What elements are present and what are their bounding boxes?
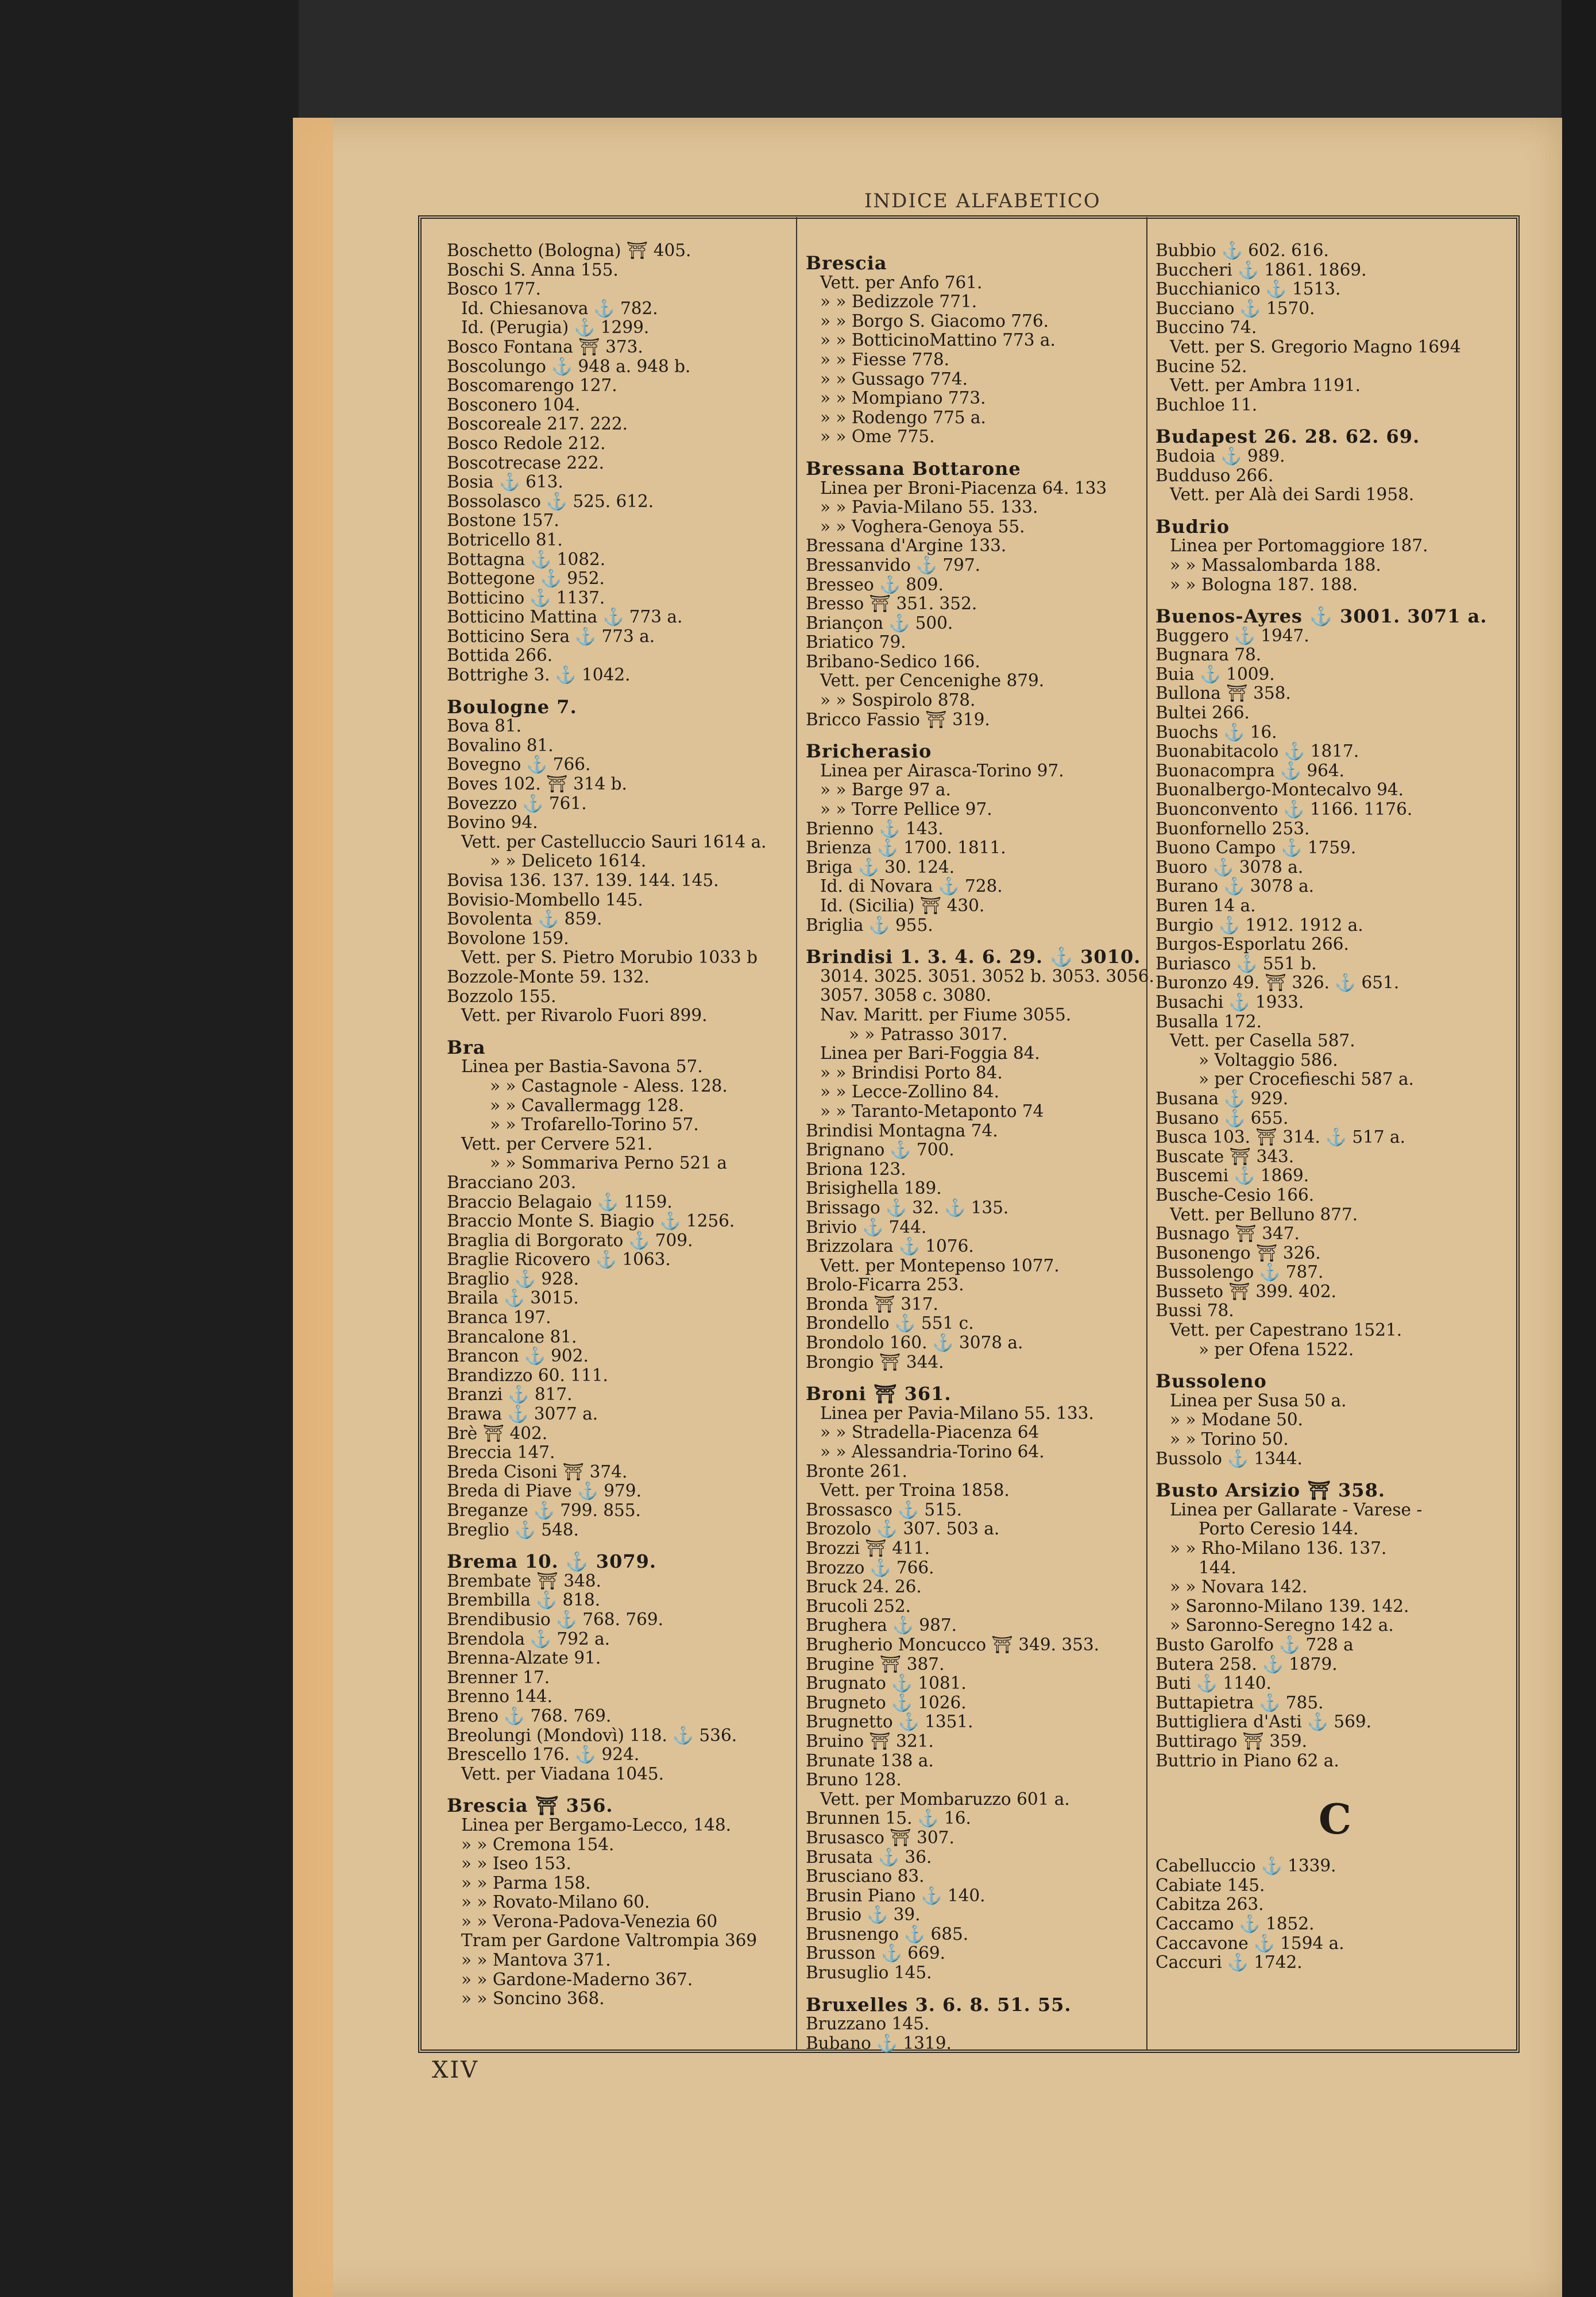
index-heading: Buenos-Ayres ⚓ 3001. 3071 a.: [1156, 605, 1487, 628]
column-divider-1: [796, 217, 797, 2050]
index-entry: Bussolo ⚓ 1344.: [1156, 1448, 1303, 1468]
index-entry: Busonengo ⛩ 326.: [1156, 1243, 1321, 1263]
index-entry: Breglio ⚓ 548.: [447, 1519, 579, 1540]
index-column-3: [1156, 241, 1514, 1973]
index-entry: Linea per Susa 50 a.: [1170, 1390, 1347, 1410]
index-entry: Id. (Sicilia) ⛩ 430.: [820, 896, 985, 915]
index-entry: Buscate ⛩ 343.: [1156, 1146, 1294, 1166]
index-entry: Brendibusio ⚓ 768. 769.: [447, 1609, 664, 1629]
index-entry: Brozzo ⚓ 766.: [806, 1557, 934, 1577]
index-entry: Brucoli 252.: [806, 1596, 911, 1616]
index-entry: Brugnato ⚓ 1081.: [806, 1673, 967, 1693]
index-entry: Bruno 128.: [806, 1770, 902, 1790]
index-entry: » » Lecce-Zollino 84.: [820, 1082, 999, 1102]
index-entry: Briglia ⚓ 955.: [806, 915, 933, 935]
index-entry: Porto Ceresio 144.: [1199, 1519, 1359, 1539]
index-entry: Braglia di Borgorato ⚓ 709.: [447, 1230, 693, 1250]
index-entry: » » Iseo 153.: [461, 1854, 571, 1874]
index-entry: » » Verona-Padova-Venezia 60: [461, 1911, 718, 1931]
index-entry: Breno ⚓ 768. 769.: [447, 1706, 612, 1726]
index-entry: Bottrighe 3. ⚓ 1042.: [447, 665, 631, 685]
index-entry: » » Rho-Milano 136. 137.: [1170, 1538, 1387, 1558]
index-entry: » » Soncino 368.: [461, 1989, 605, 2009]
index-entry: Caccamo ⚓ 1852.: [1156, 1913, 1315, 1933]
index-entry: Buonalbergo-Montecalvo 94.: [1156, 780, 1404, 800]
index-entry: Busche-Cesio 166.: [1156, 1185, 1315, 1205]
index-entry: Bressana d'Argine 133.: [806, 536, 1007, 556]
index-entry: Vett. per Ambra 1191.: [1170, 376, 1361, 396]
index-entry: Brenno 144.: [447, 1687, 553, 1707]
index-entry: Vett. per Anfo 761.: [820, 272, 983, 292]
index-entry: Bovegno ⚓ 766.: [447, 755, 591, 775]
index-entry: Breganze ⚓ 799. 855.: [447, 1501, 641, 1520]
index-entry: » » Bedizzole 771.: [820, 292, 977, 312]
index-entry: 3014. 3025. 3051. 3052 b. 3053. 3056.: [820, 966, 1154, 986]
index-entry: » » Mantova 371.: [461, 1950, 611, 1970]
index-entry: Bosconero 104.: [447, 395, 581, 415]
index-entry: Brunnen 15. ⚓ 16.: [806, 1808, 971, 1828]
index-entry: Bracciano 203.: [447, 1172, 577, 1192]
index-entry: » » BotticinoMattino 773 a.: [820, 330, 1056, 350]
index-entry: Busano ⚓ 655.: [1156, 1108, 1289, 1128]
index-entry: Buia ⚓ 1009.: [1156, 664, 1275, 684]
index-entry: Botticino Sera ⚓ 773 a.: [447, 626, 655, 646]
index-entry: Buti ⚓ 1140.: [1156, 1673, 1272, 1693]
index-heading: Brescia: [806, 252, 887, 274]
index-entry: Vett. per S. Gregorio Magno 1694: [1170, 337, 1461, 357]
index-entry: Buscemi ⚓ 1869.: [1156, 1166, 1309, 1186]
index-entry: Busto Garolfo ⚓ 728 a: [1156, 1634, 1354, 1654]
index-entry: Buronzo 49. ⛩ 326. ⚓ 651.: [1156, 973, 1400, 993]
index-entry: Buono Campo ⚓ 1759.: [1156, 838, 1357, 858]
index-entry: Bubano ⚓ 1319.: [806, 2033, 952, 2053]
index-entry: Brusson ⚓ 669.: [806, 1943, 945, 1963]
index-entry: Brozzi ⛩ 411.: [806, 1538, 930, 1558]
index-entry: Linea per Portomaggiore 187.: [1170, 536, 1428, 556]
index-entry: Bressanvido ⚓ 797.: [806, 555, 981, 575]
index-entry: Buonacompra ⚓ 964.: [1156, 760, 1345, 780]
index-column-2: [806, 241, 1154, 2053]
index-entry: Bovisa 136. 137. 139. 144. 145.: [447, 871, 719, 890]
index-entry: Bussolengo ⚓ 787.: [1156, 1262, 1324, 1282]
index-heading: Brescia ⛩ 356.: [447, 1795, 613, 1817]
index-entry: Buttapietra ⚓ 785.: [1156, 1692, 1324, 1712]
index-entry: Busana ⚓ 929.: [1156, 1088, 1289, 1108]
index-entry: Bruino ⛩ 321.: [806, 1731, 934, 1751]
index-entry: » » Borgo S. Giacomo 776.: [820, 311, 1049, 331]
index-entry: Bostone 157.: [447, 511, 559, 531]
index-entry: Butera 258. ⚓ 1879.: [1156, 1654, 1338, 1674]
index-entry: Brandizzo 60. 111.: [447, 1365, 608, 1385]
index-heading: Bruxelles 3. 6. 8. 51. 55.: [806, 1993, 1072, 2016]
index-entry: Brenna-Alzate 91.: [447, 1648, 601, 1668]
column-divider-2: [1146, 217, 1147, 2050]
index-entry: Burgos-Esporlatu 266.: [1156, 934, 1349, 954]
index-entry: Braccio Monte S. Biagio ⚓ 1256.: [447, 1211, 735, 1231]
index-entry: Linea per Bastia-Savona 57.: [461, 1057, 703, 1077]
index-entry: » » Torre Pellice 97.: [820, 799, 992, 819]
index-entry: » per Ofena 1522.: [1199, 1339, 1354, 1359]
index-entry: Buonconvento ⚓ 1166. 1176.: [1156, 799, 1413, 819]
index-entry: Brusnengo ⚓ 685.: [806, 1924, 969, 1944]
index-entry: 144.: [1199, 1557, 1236, 1577]
index-entry: Vett. per Viadana 1045.: [461, 1764, 664, 1784]
index-entry: Vett. per Cencenighe 879.: [820, 671, 1045, 691]
index-entry: Brongio ⛩ 344.: [806, 1352, 944, 1372]
index-entry: Brisighella 189.: [806, 1178, 942, 1198]
index-entry: Busca 103. ⛩ 314. ⚓ 517 a.: [1156, 1127, 1406, 1147]
index-entry: Id. di Novara ⚓ 728.: [820, 876, 1003, 896]
index-entry: Branzi ⚓ 817.: [447, 1385, 573, 1405]
index-entry: Vett. per Rivarolo Fuori 899.: [461, 1006, 708, 1026]
index-heading: Bra: [447, 1036, 486, 1058]
index-entry: Branca 197.: [447, 1308, 551, 1328]
index-entry: Vett. per Casella 587.: [1170, 1031, 1355, 1051]
index-entry: Brusata ⚓ 36.: [806, 1847, 932, 1867]
index-entry: Vett. per Alà dei Sardi 1958.: [1170, 485, 1415, 505]
index-entry: Brossasco ⚓ 515.: [806, 1499, 962, 1519]
index-heading: Bricherasio: [806, 740, 932, 763]
index-entry: Bosco 177.: [447, 279, 541, 299]
index-entry: Bruzzano 145.: [806, 2014, 930, 2034]
index-entry: Boscoreale 217. 222.: [447, 414, 628, 434]
index-entry: Brusin Piano ⚓ 140.: [806, 1885, 986, 1905]
index-entry: Vett. per Cervere 521.: [461, 1134, 653, 1154]
index-entry: Brancon ⚓ 902.: [447, 1346, 589, 1366]
index-entry: Boscotrecase 222.: [447, 453, 605, 473]
index-entry: Busseto ⛩ 399. 402.: [1156, 1281, 1336, 1301]
index-entry: Bronda ⛩ 317.: [806, 1294, 938, 1314]
index-entry: Burano ⚓ 3078 a.: [1156, 876, 1315, 896]
index-entry: Bozzolo 155.: [447, 986, 557, 1006]
index-entry: Buttigliera d'Asti ⚓ 569.: [1156, 1712, 1371, 1732]
index-entry: Nav. Maritt. per Fiume 3055.: [820, 1004, 1072, 1024]
index-entry: Brondello ⚓ 551 c.: [806, 1313, 974, 1333]
page-number: XIV: [432, 2057, 480, 2083]
index-heading: Broni ⛩ 361.: [806, 1383, 952, 1405]
index-entry: Bosco Fontana ⛩ 373.: [447, 337, 643, 357]
index-entry: » » Barge 97 a.: [820, 780, 951, 800]
index-entry: Buccino 74.: [1156, 318, 1257, 338]
index-entry: Brunate 138 a.: [806, 1750, 934, 1770]
index-entry: Boves 102. ⛩ 314 b.: [447, 774, 627, 794]
index-entry: Breda di Piave ⚓ 979.: [447, 1481, 642, 1501]
index-entry: Bucchianico ⚓ 1513.: [1156, 279, 1341, 299]
index-entry: Brughera ⚓ 987.: [806, 1615, 957, 1635]
index-entry: Bovolenta ⚓ 859.: [447, 909, 602, 929]
index-heading: Bussoleno: [1156, 1370, 1267, 1393]
index-entry: Briatico 79.: [806, 632, 906, 652]
index-entry: Vett. per Capestrano 1521.: [1170, 1320, 1402, 1340]
index-entry: Brondolo 160. ⚓ 3078 a.: [806, 1333, 1023, 1353]
index-entry: Busalla 172.: [1156, 1011, 1262, 1031]
index-entry: Bottegone ⚓ 952.: [447, 569, 605, 589]
index-entry: Bottagna ⚓ 1082.: [447, 549, 606, 569]
index-entry: Bottida 266.: [447, 645, 553, 666]
index-entry: Vett. per Troina 1858.: [820, 1480, 1010, 1501]
index-entry: Tram per Gardone Valtrompia 369: [461, 1931, 758, 1951]
index-entry: » » Pavia-Milano 55. 133.: [820, 497, 1038, 517]
index-entry: Brindisi Montagna 74.: [806, 1120, 998, 1140]
index-entry: Bosco Redole 212.: [447, 433, 606, 453]
index-entry: Brolo-Ficarra 253.: [806, 1275, 964, 1295]
index-entry: Vett. per Castelluccio Sauri 1614 a.: [461, 832, 767, 852]
index-entry: » » Torino 50.: [1170, 1429, 1289, 1449]
index-entry: » » Sommariva Perno 521 a: [490, 1153, 728, 1173]
index-entry: Brizzolara ⚓ 1076.: [806, 1236, 974, 1256]
page-header: INDICE ALFABETICO: [864, 190, 1101, 212]
index-entry: Brancalone 81.: [447, 1327, 577, 1347]
index-entry: Bovino 94.: [447, 813, 538, 833]
index-heading: Bressana Bottarone: [806, 457, 1021, 479]
index-entry: » Voltaggio 586.: [1199, 1050, 1338, 1070]
index-entry: Brusciano 83.: [806, 1866, 925, 1886]
scan-background-left: [0, 0, 299, 2297]
index-entry: Brenner 17.: [447, 1667, 550, 1687]
index-entry: Buochs ⚓ 16.: [1156, 722, 1277, 742]
index-column-1: [447, 241, 791, 2009]
index-entry: Bovisio-Mombello 145.: [447, 890, 643, 910]
index-entry: Botticino ⚓ 1137.: [447, 587, 605, 608]
index-entry: » » Sospirolo 878.: [820, 690, 976, 710]
index-entry: Buriasco ⚓ 551 b.: [1156, 953, 1317, 973]
index-entry: Cabiate 145.: [1156, 1875, 1265, 1895]
index-entry: Brusio ⚓ 39.: [806, 1905, 921, 1925]
index-entry: Vett. per Belluno 877.: [1170, 1204, 1358, 1224]
index-entry: Linea per Bari-Foggia 84.: [820, 1043, 1040, 1064]
index-entry: Bruck 24. 26.: [806, 1577, 922, 1597]
index-entry: Brembate ⛩ 348.: [447, 1571, 601, 1591]
index-entry: » » Massalombarda 188.: [1170, 555, 1381, 575]
index-entry: Caccuri ⚓ 1742.: [1156, 1952, 1303, 1973]
index-entry: Cabelluccio ⚓ 1339.: [1156, 1856, 1336, 1876]
index-entry: Brienza ⚓ 1700. 1811.: [806, 838, 1006, 858]
index-entry: » » Mompiano 773.: [820, 388, 986, 408]
index-entry: Vett. per Montepenso 1077.: [820, 1255, 1060, 1275]
index-entry: Buttrio in Piano 62 a.: [1156, 1750, 1339, 1770]
index-entry: Brugherio Moncucco ⛩ 349. 353.: [806, 1634, 1100, 1654]
index-entry: » » Stradella-Piacenza 64: [820, 1422, 1039, 1443]
index-entry: Busachi ⚓ 1933.: [1156, 992, 1304, 1012]
index-entry: Botticino Mattina ⚓ 773 a.: [447, 607, 683, 627]
index-entry: Brusuglio 145.: [806, 1963, 932, 1983]
index-entry: Brusasco ⛩ 307.: [806, 1827, 954, 1847]
index-entry: Id. Chiesanova ⚓ 782.: [461, 298, 658, 318]
index-entry: Buoro ⚓ 3078 a.: [1156, 857, 1304, 877]
index-entry: » » Novara 142.: [1170, 1577, 1308, 1597]
index-entry: Linea per Bergamo-Lecco, 148.: [461, 1815, 731, 1835]
scan-background-right: [1562, 0, 1596, 2297]
index-entry: Brendola ⚓ 792 a.: [447, 1629, 610, 1649]
index-entry: Bovezzo ⚓ 761.: [447, 793, 587, 813]
index-entry: Brawa ⚓ 3077 a.: [447, 1404, 598, 1424]
index-entry: Breolungi (Mondovì) 118. ⚓ 536.: [447, 1725, 737, 1745]
index-entry: Brè ⛩ 402.: [447, 1423, 548, 1443]
index-entry: Bultei 266.: [1156, 703, 1250, 723]
index-entry: Linea per Broni-Piacenza 64. 133: [820, 478, 1107, 498]
index-heading: Budapest 26. 28. 62. 69.: [1156, 426, 1420, 448]
index-entry: Caccavone ⚓ 1594 a.: [1156, 1933, 1344, 1953]
index-entry: Bricco Fassio ⛩ 319.: [806, 709, 990, 729]
index-entry: Bussi 78.: [1156, 1301, 1234, 1321]
index-entry: » » Alessandria-Torino 64.: [820, 1442, 1045, 1462]
index-entry: » » Ome 775.: [820, 427, 935, 447]
index-entry: » Saronno-Milano 139. 142.: [1170, 1596, 1409, 1616]
index-entry: Buonfornello 253.: [1156, 818, 1310, 838]
index-entry: Breccia 147.: [447, 1443, 555, 1463]
index-entry: » » Cremona 154.: [461, 1834, 615, 1854]
index-entry: » per Crocefieschi 587 a.: [1199, 1069, 1414, 1089]
index-entry: Brozolo ⚓ 307. 503 a.: [806, 1519, 1000, 1539]
index-entry: » » Modane 50.: [1170, 1410, 1304, 1430]
index-entry: Bubbio ⚓ 602. 616.: [1156, 241, 1329, 260]
index-entry: » » Fiesse 778.: [820, 349, 950, 369]
index-entry: » » Voghera-Genoya 55.: [820, 516, 1025, 536]
index-heading: Brindisi 1. 3. 4. 6. 29. ⚓ 3010.: [806, 946, 1141, 968]
index-entry: Brugneto ⚓ 1026.: [806, 1692, 967, 1712]
index-entry: Bozzole-Monte 59. 132.: [447, 966, 650, 987]
index-heading: Busto Arsizio ⛩ 358.: [1156, 1479, 1385, 1502]
index-entry: » » Cavallermagg 128.: [490, 1095, 685, 1115]
index-entry: 3057. 3058 c. 3080.: [820, 985, 992, 1006]
index-entry: Buccheri ⚓ 1861. 1869.: [1156, 260, 1367, 280]
index-entry: » » Deliceto 1614.: [490, 851, 647, 871]
index-entry: Brugine ⛩ 387.: [806, 1654, 945, 1674]
index-entry: Boschi S. Anna 155.: [447, 260, 619, 280]
index-entry: Cabitza 263.: [1156, 1894, 1264, 1915]
section-letter: C: [1318, 1795, 1352, 1844]
index-entry: Busnago ⛩ 347.: [1156, 1224, 1300, 1244]
index-entry: Linea per Airasca-Torino 97.: [820, 760, 1064, 780]
index-entry: Budoia ⚓ 989.: [1156, 446, 1285, 466]
index-entry: Bugnara 78.: [1156, 645, 1262, 665]
index-entry: » » Gussago 774.: [820, 369, 968, 389]
index-entry: » » Brindisi Porto 84.: [820, 1062, 1003, 1082]
index-entry: » Saronno-Seregno 142 a.: [1170, 1615, 1394, 1635]
index-entry: Brembilla ⚓ 818.: [447, 1590, 601, 1610]
index-entry: Braila ⚓ 3015.: [447, 1288, 579, 1308]
index-heading: Boulogne 7.: [447, 695, 577, 718]
index-entry: Bovolone 159.: [447, 928, 569, 948]
index-entry: » » Rodengo 775 a.: [820, 407, 986, 427]
index-entry: Buonabitacolo ⚓ 1817.: [1156, 741, 1359, 761]
index-entry: Bullona ⛩ 358.: [1156, 683, 1291, 703]
index-entry: Id. (Perugia) ⚓ 1299.: [461, 318, 650, 338]
index-heading: Brema 10. ⚓ 3079.: [447, 1550, 656, 1573]
index-entry: Brignano ⚓ 700.: [806, 1140, 954, 1160]
index-entry: Bossolasco ⚓ 525. 612.: [447, 491, 654, 511]
index-entry: Bovalino 81.: [447, 735, 554, 755]
index-entry: Bucciano ⚓ 1570.: [1156, 298, 1315, 318]
index-entry: Briona 123.: [806, 1159, 906, 1179]
index-entry: Buggero ⚓ 1947.: [1156, 625, 1309, 645]
index-entry: » » Taranto-Metaponto 74: [820, 1101, 1044, 1121]
index-entry: Brienno ⚓ 143.: [806, 818, 944, 838]
index-entry: Brissago ⚓ 32. ⚓ 135.: [806, 1197, 1009, 1217]
index-entry: Budduso 266.: [1156, 465, 1274, 485]
index-entry: Buchloe 11.: [1156, 395, 1258, 415]
index-heading: Budrio: [1156, 515, 1230, 537]
index-entry: Boscomarengo 127.: [447, 376, 617, 396]
index-entry: Bosia ⚓ 613.: [447, 472, 563, 492]
index-entry: Brugnetto ⚓ 1351.: [806, 1712, 973, 1732]
index-entry: Buren 14 a.: [1156, 896, 1256, 915]
index-entry: Botricello 81.: [447, 529, 563, 550]
index-entry: Vett. per Mombaruzzo 601 a.: [820, 1789, 1070, 1809]
index-entry: » » Castagnole - Aless. 128.: [490, 1076, 728, 1096]
index-entry: Braglio ⚓ 928.: [447, 1269, 579, 1289]
index-entry: Linea per Pavia-Milano 55. 133.: [820, 1403, 1094, 1423]
index-entry: Boscolungo ⚓ 948 a. 948 b.: [447, 356, 691, 376]
index-entry: Braglie Ricovero ⚓ 1063.: [447, 1250, 671, 1270]
index-entry: » » Trofarello-Torino 57.: [490, 1115, 699, 1135]
index-entry: Bresso ⛩ 351. 352.: [806, 594, 977, 614]
index-entry: » » Gardone-Maderno 367.: [461, 1969, 693, 1989]
index-entry: Bucine 52.: [1156, 356, 1247, 376]
index-entry: » » Rovato-Milano 60.: [461, 1892, 650, 1912]
index-entry: Bribano-Sedico 166.: [806, 651, 980, 671]
page-edge-stain: [293, 118, 333, 2297]
index-entry: Briga ⚓ 30. 124.: [806, 857, 955, 877]
index-entry: Breda Cisoni ⛩ 374.: [447, 1461, 628, 1482]
index-entry: Bova 81.: [447, 716, 521, 736]
index-entry: Bronte 261.: [806, 1461, 907, 1481]
index-entry: Brivio ⚓ 744.: [806, 1217, 927, 1237]
index-entry: » » Parma 158.: [461, 1873, 591, 1893]
index-entry: Brescello 176. ⚓ 924.: [447, 1745, 640, 1765]
index-entry: Vett. per S. Pietro Morubio 1033 b: [461, 948, 758, 968]
index-entry: » » Patrasso 3017.: [849, 1024, 1008, 1044]
index-entry: Burgio ⚓ 1912. 1912 a.: [1156, 915, 1363, 935]
index-entry: Boschetto (Bologna) ⛩ 405.: [447, 241, 691, 260]
index-entry: Briançon ⚓ 500.: [806, 613, 953, 633]
index-entry: Braccio Belagaio ⚓ 1159.: [447, 1192, 673, 1212]
index-entry: » » Bologna 187. 188.: [1170, 574, 1358, 594]
index-entry: Buttirago ⛩ 359.: [1156, 1731, 1308, 1751]
index-entry: Bresseo ⚓ 809.: [806, 574, 944, 594]
index-entry: Linea per Gallarate - Varese -: [1170, 1499, 1423, 1519]
